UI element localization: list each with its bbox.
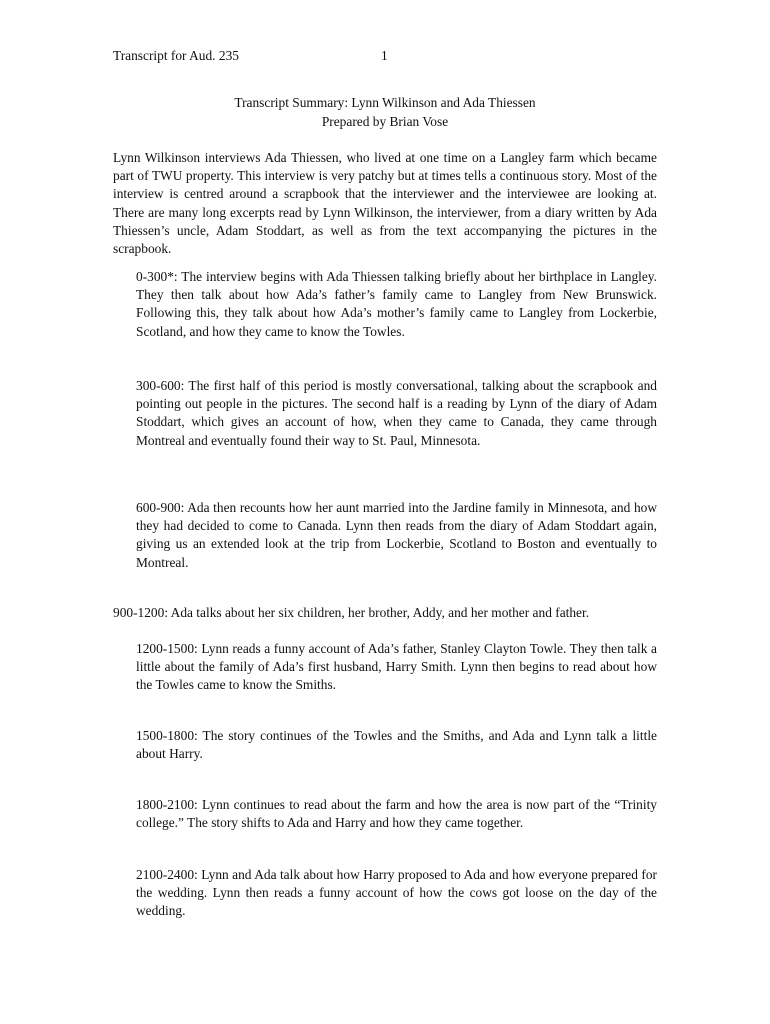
title-block [113,94,657,131]
header-page-number: 1 [381,48,388,63]
intro-paragraph: Lynn Wilkinson interviews Ada Thiessen, who lived at one time on a Langley farm which became part of TWU property. This interview is very patchy but at times tells a continuous story. Most of the interview is centred around a scrapbook that the interviewer and the interviewee are looking at. There are many long excerpts read by Lynn Wilkinson, the interviewer, from a diary written by Ada Thiessen’s uncle, Adam Stoddart, as well as from the text accompanying the pictures in the scrapbook. [113,150,657,257]
title-line: Transcript Summary: Lynn Wilkinson and Ada Thiessen [234,95,536,110]
entry-1200-1500: 1200-1500: Lynn reads a funny account of Ada’s father, Stanley Clayton Towle. They then talk a little about the family of Ada’s first husband, Harry Smith. Lynn then begins to read about how the Towles came to know the Smiths. [136,641,657,693]
header-document-label: Transcript for Aud. 235 [113,48,239,63]
entry-1500-1800: 1500-1800: The story continues of the Towles and the Smiths, and Ada and Lynn talk a little about Harry. [136,728,657,762]
prepared-by-line: Prepared by Brian Vose [321,113,449,129]
entry-0-300: 0-300*: The interview begins with Ada Thiessen talking briefly about her birthplace in Langley. They then talk about how Ada’s father’s family came to Langley from New Brunswick. Following this, they talk about how Ada’s mother’s family came to Langley from Lockerbie, Scotland, and how they came to know the Towles. [136,269,657,339]
entry-1800-2100: 1800-2100: Lynn continues to read about the farm and how the area is now part of the “Trinity college.” The story shifts to Ada and Harry and how they came together. [136,797,657,831]
entry-600-900: 600-900: Ada then recounts how her aunt married into the Jardine family in Minnesota, and how they had decided to come to Canada. Lynn then reads from the diary of Adam Stoddart again, giving us an extended look at the trip from Lockerbie, Scotland to Boston and eventually to Montreal. [136,500,657,570]
entry-900-1200: 900-1200: Ada talks about her six children, her brother, Addy, and her mother and father. [113,605,590,620]
entry-2100-2400: 2100-2400: Lynn and Ada talk about how Harry proposed to Ada and how everyone prepared for the wedding. Lynn then reads a funny account of how the cows got loose on the day of the wedding. [136,867,657,919]
entry-300-600: 300-600: The first half of this period is mostly conversational, talking about the scrapbook and pointing out people in the pictures. The second half is a reading by Lynn of the diary of Adam Stoddart, which gives an account of how, when they came to Canada, they came through Montreal and eventually found their way to St. Paul, Minnesota. [136,378,657,448]
